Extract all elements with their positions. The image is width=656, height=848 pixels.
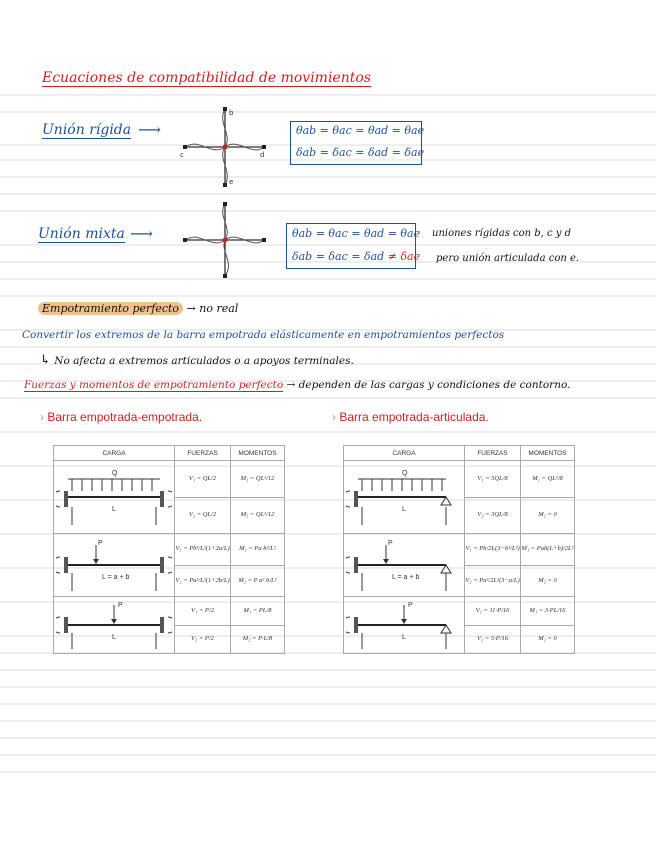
table-empotrada-empotrada xyxy=(53,445,285,654)
node-d-label: d xyxy=(260,151,265,159)
force-v2: V₂ = Pa²/2L²(3−a/L) xyxy=(465,576,520,584)
col-header-carga: CARGA xyxy=(54,446,175,461)
mixed-joint-diagram xyxy=(180,200,270,280)
force-v2: V₂ = 5·P/16 xyxy=(476,635,509,643)
table-row xyxy=(344,597,575,626)
center-load-fixed-fixed-icon xyxy=(56,599,172,651)
force-v1: V₁ = Pb²/L²(1+2a/L) xyxy=(175,545,230,553)
table-row xyxy=(344,461,575,498)
svg-text:P: P xyxy=(98,540,103,547)
moment-m2: M₂ = 0 xyxy=(538,635,557,643)
col-header-momentos: MOMENTOS xyxy=(521,446,575,461)
arrow-icon: ⟶ xyxy=(130,224,153,243)
moment-m2: M₂ = 0 xyxy=(538,511,557,519)
table-row xyxy=(54,597,285,626)
col-header-fuerzas: FUERZAS xyxy=(465,446,521,461)
col-header-fuerzas: FUERZAS xyxy=(175,446,231,461)
point-load-fixed-pinned-icon xyxy=(346,537,462,593)
rigid-joint-label: Unión rígida xyxy=(42,122,132,138)
empotramiento-highlight: Empotramiento perfecto xyxy=(38,302,183,315)
force-v1: V₁ = P/2 xyxy=(191,606,214,614)
force-v1: V₁ = 5QL/8 xyxy=(477,474,508,482)
table-empotrada-articulada xyxy=(343,445,575,654)
moment-m2: M₂ = P·L/8 xyxy=(242,635,273,643)
table-heading-empotrada-articulada: › Barra empotrada-articulada. xyxy=(332,410,489,424)
mixed-joint-label: Unión mixta xyxy=(38,226,125,242)
mixed-note-articulated: pero unión articulada con e. xyxy=(436,253,580,264)
table-row xyxy=(54,534,285,566)
svg-text:L = a + b: L = a + b xyxy=(102,574,130,581)
svg-text:Q: Q xyxy=(402,470,408,477)
force-v2: V₂ = P/2 xyxy=(191,635,214,643)
node-e-label: e xyxy=(229,178,234,186)
rigid-joint-diagram xyxy=(180,105,270,187)
node-b-label: b xyxy=(229,109,234,117)
no-real-text: → no real xyxy=(186,302,239,315)
moment-m2: M₂ = P a² b/L² xyxy=(238,576,277,584)
fuerzas-rest: → dependen de las cargas y condiciones de contorno. xyxy=(286,379,571,391)
force-v2: V₂ = 3QL/8 xyxy=(477,511,508,519)
node-c-label: c xyxy=(180,151,184,159)
svg-text:L: L xyxy=(402,634,406,641)
moment-m1: M₁ = 3·PL/16 xyxy=(529,606,566,614)
empotramiento-line xyxy=(38,302,238,315)
mixed-eq-rotation: θab = θac = θad = θae xyxy=(292,227,421,240)
point-load-fixed-fixed-icon xyxy=(56,537,172,593)
fuerzas-label: Fuerzas y momentos de empotramiento perfecto xyxy=(24,379,284,391)
mixed-eq-displacement xyxy=(292,250,420,263)
svg-text:L = a + b: L = a + b xyxy=(392,574,420,581)
force-v1: V₁ = QL/2 xyxy=(188,474,217,482)
moment-m1: M₁ = QL²/8 xyxy=(532,474,563,482)
table-heading-empotrada-empotrada: › Barra empotrada-empotrada. xyxy=(40,410,203,424)
moment-m2: M₂ = QL²/12 xyxy=(240,511,275,519)
no-afecta-text: No afecta a extremos articulados o a apoyos terminales. xyxy=(54,355,354,367)
not-equal-sign: ≠ xyxy=(387,250,397,263)
svg-text:Q: Q xyxy=(112,470,118,477)
center-load-fixed-pinned-icon xyxy=(346,599,462,651)
force-v1: V₁ = Pb/2L(3−b²/L²) xyxy=(465,545,520,553)
moment-m1: M₁ = Pa b²/L² xyxy=(239,545,276,553)
rigid-eq-displacement: δab = δac = δad = δae xyxy=(296,146,425,159)
col-header-momentos: MOMENTOS xyxy=(231,446,285,461)
mixed-eq-part-a: δab = δac = δad xyxy=(292,250,385,263)
svg-text:L: L xyxy=(402,506,406,513)
rigid-eq-rotation: θab = θac = θad = θae xyxy=(296,124,425,137)
fuerzas-line xyxy=(24,379,570,391)
col-header-carga: CARGA xyxy=(344,446,465,461)
moment-m1: M₁ = PL/8 xyxy=(243,606,272,614)
force-v2: V₂ = QL/2 xyxy=(188,511,217,519)
svg-text:P: P xyxy=(118,602,123,609)
mixed-eq-part-b: δae xyxy=(400,250,421,263)
svg-text:P: P xyxy=(408,602,413,609)
moment-m2: M₂ = 0 xyxy=(538,576,557,584)
force-v1: V₁ = 11·P/16 xyxy=(475,606,510,614)
table-row xyxy=(54,461,285,498)
arrow-icon: ⟶ xyxy=(138,120,161,139)
table-row xyxy=(344,534,575,566)
svg-text:L: L xyxy=(112,506,116,513)
force-v2: V₂ = Pa²/L²(1+2b/L) xyxy=(175,576,230,584)
return-arrow-icon: ↳ xyxy=(40,353,51,368)
svg-text:L: L xyxy=(112,634,116,641)
mixed-note-rigid: uniones rígidas con b, c y d xyxy=(432,228,572,239)
uniform-load-fixed-fixed-icon xyxy=(56,465,172,529)
no-afecta-line xyxy=(40,353,354,368)
svg-text:P: P xyxy=(388,540,393,547)
moment-m1: M₁ = Pab(L+b)/2L² xyxy=(521,545,574,553)
moment-m1: M₁ = QL²/12 xyxy=(240,474,275,482)
uniform-load-fixed-pinned-icon xyxy=(346,465,462,529)
page-title: Ecuaciones de compatibilidad de movimientos xyxy=(42,70,371,86)
convert-line: Convertir los extremos de la barra empotrada elásticamente en empotramientos perfectos xyxy=(22,329,505,341)
